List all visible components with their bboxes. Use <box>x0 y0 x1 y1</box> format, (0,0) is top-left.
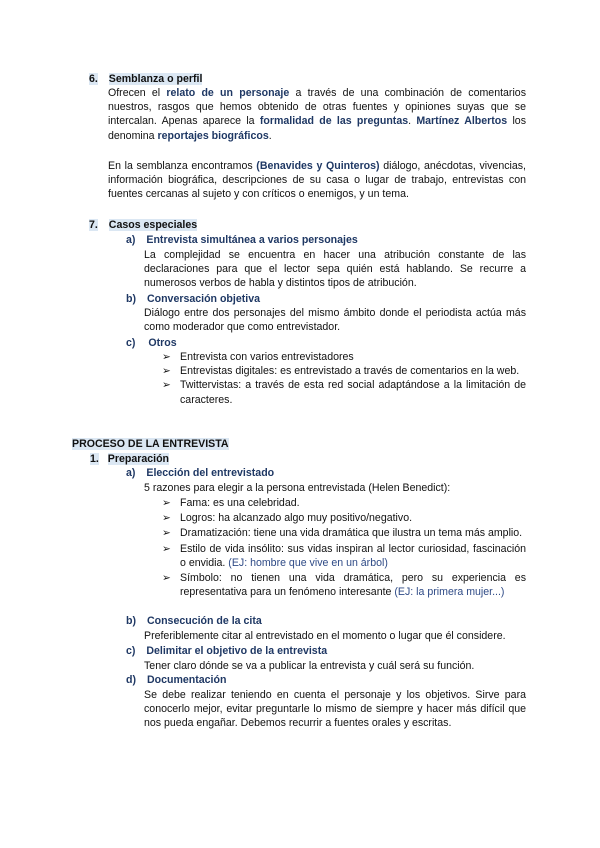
arrow-bullet-icon: ➢ <box>162 497 171 509</box>
list-item: ➢ Símbolo: no tienen una vida dramática, pero su experiencia es representativa para un fenómeno interesante (EJ: la primera mujer...) <box>162 572 526 599</box>
preparacion-c-text: Tener claro dónde se va a publicar la entrevista y cuál será su función. <box>144 660 475 672</box>
arrow-bullet-icon: ➢ <box>162 542 171 555</box>
section-7-number: 7. <box>89 219 98 231</box>
section-7b-text: Diálogo entre dos personajes del mismo ámbito donde el periodista actúa más como moderador que como entrevistador. <box>144 307 526 334</box>
list-item: ➢ Entrevistas digitales: es entrevistado a través de comentarios en la web. <box>162 365 520 378</box>
preparacion-heading: 1. Preparación <box>90 453 170 465</box>
preparacion-a-heading: a) Elección del entrevistado <box>126 467 275 479</box>
list-item: ➢ Logros: ha alcanzado algo muy positivo/negativo. <box>162 512 413 525</box>
section-6-heading <box>89 72 202 86</box>
section-7a-text: La complejidad se encuentra en hacer una atribución constante de las declaraciones para que el lector sepa quién está hablando. Se recurre a numerosos verbos de habla y distintos tipos de atribución. <box>144 249 526 290</box>
arrow-bullet-icon: ➢ <box>162 379 171 392</box>
reasons-list <box>162 496 526 599</box>
list-item: ➢ Dramatización: tiene una vida dramática que ilustra un tema más amplio. <box>162 527 523 540</box>
arrow-bullet-icon: ➢ <box>162 365 171 378</box>
section-6-paragraph-1: Ofrecen el relato de un personaje a través de una combinación de comentarios nuestros, rasgos que hemos obtenido de otras fuentes y opiniones suyas que se intercalan. Apenas aparece la formalidad de las preguntas. Martínez Albertos los denomina reportajes biográficos. <box>108 87 526 142</box>
preparacion-d-heading: d) Documentación <box>126 674 227 686</box>
arrow-bullet-icon: ➢ <box>162 572 171 585</box>
preparacion-b-heading: b) Consecución de la cita <box>126 615 262 627</box>
section-7c-list <box>162 350 526 407</box>
section-7b-heading: b) Conversación objetiva <box>126 293 260 305</box>
section-7c-heading: c) Otros <box>126 337 177 349</box>
preparacion-b-text: Preferiblemente citar al entrevistado en el momento o lugar que él considere. <box>144 630 506 642</box>
list-item: ➢ Entrevista con varios entrevistadores <box>162 351 354 363</box>
list-item: ➢ Fama: es una celebridad. <box>162 497 300 509</box>
arrow-bullet-icon: ➢ <box>162 527 171 540</box>
section-6-title: Semblanza o perfil <box>108 73 203 85</box>
arrow-bullet-icon: ➢ <box>162 351 171 363</box>
section-6-number: 6. <box>89 73 98 85</box>
list-item: ➢ Estilo de vida insólito: sus vidas inspiran al lector curiosidad, fascinación o envidia. (EJ: hombre que vive en un árbol) <box>162 542 526 569</box>
section-7-heading <box>89 218 197 232</box>
arrow-bullet-icon: ➢ <box>162 512 171 525</box>
section-6-paragraph-2: En la semblanza encontramos (Benavides y Quinteros) diálogo, anécdotas, vivencias, información biográfica, descripciones de su casa o lugar de trabajo, entrevistas con fuentes cercanas al sujeto y con críticos o enemigos, y un tema. <box>108 160 526 201</box>
proceso-heading: PROCESO DE LA ENTREVISTA <box>72 438 229 450</box>
preparacion-d-text: Se debe realizar teniendo en cuenta el personaje y los objetivos. Sirve para conocerlo mejor, evitar preguntarle lo mismo de siempre y hacer más difícil que nos pueda engañar. Debemos recurrir a fuentes orales y escritas. <box>144 689 526 730</box>
section-7-title: Casos especiales <box>108 219 198 231</box>
preparacion-a-intro: 5 razones para elegir a la persona entrevistada (Helen Benedict): <box>144 482 451 494</box>
list-item: ➢ Twittervistas: a través de esta red social adaptándose a la limitación de caracteres. <box>162 379 526 406</box>
section-7a-heading: a) Entrevista simultánea a varios personajes <box>126 234 358 246</box>
preparacion-c-heading: c) Delimitar el objetivo de la entrevista <box>126 645 328 657</box>
